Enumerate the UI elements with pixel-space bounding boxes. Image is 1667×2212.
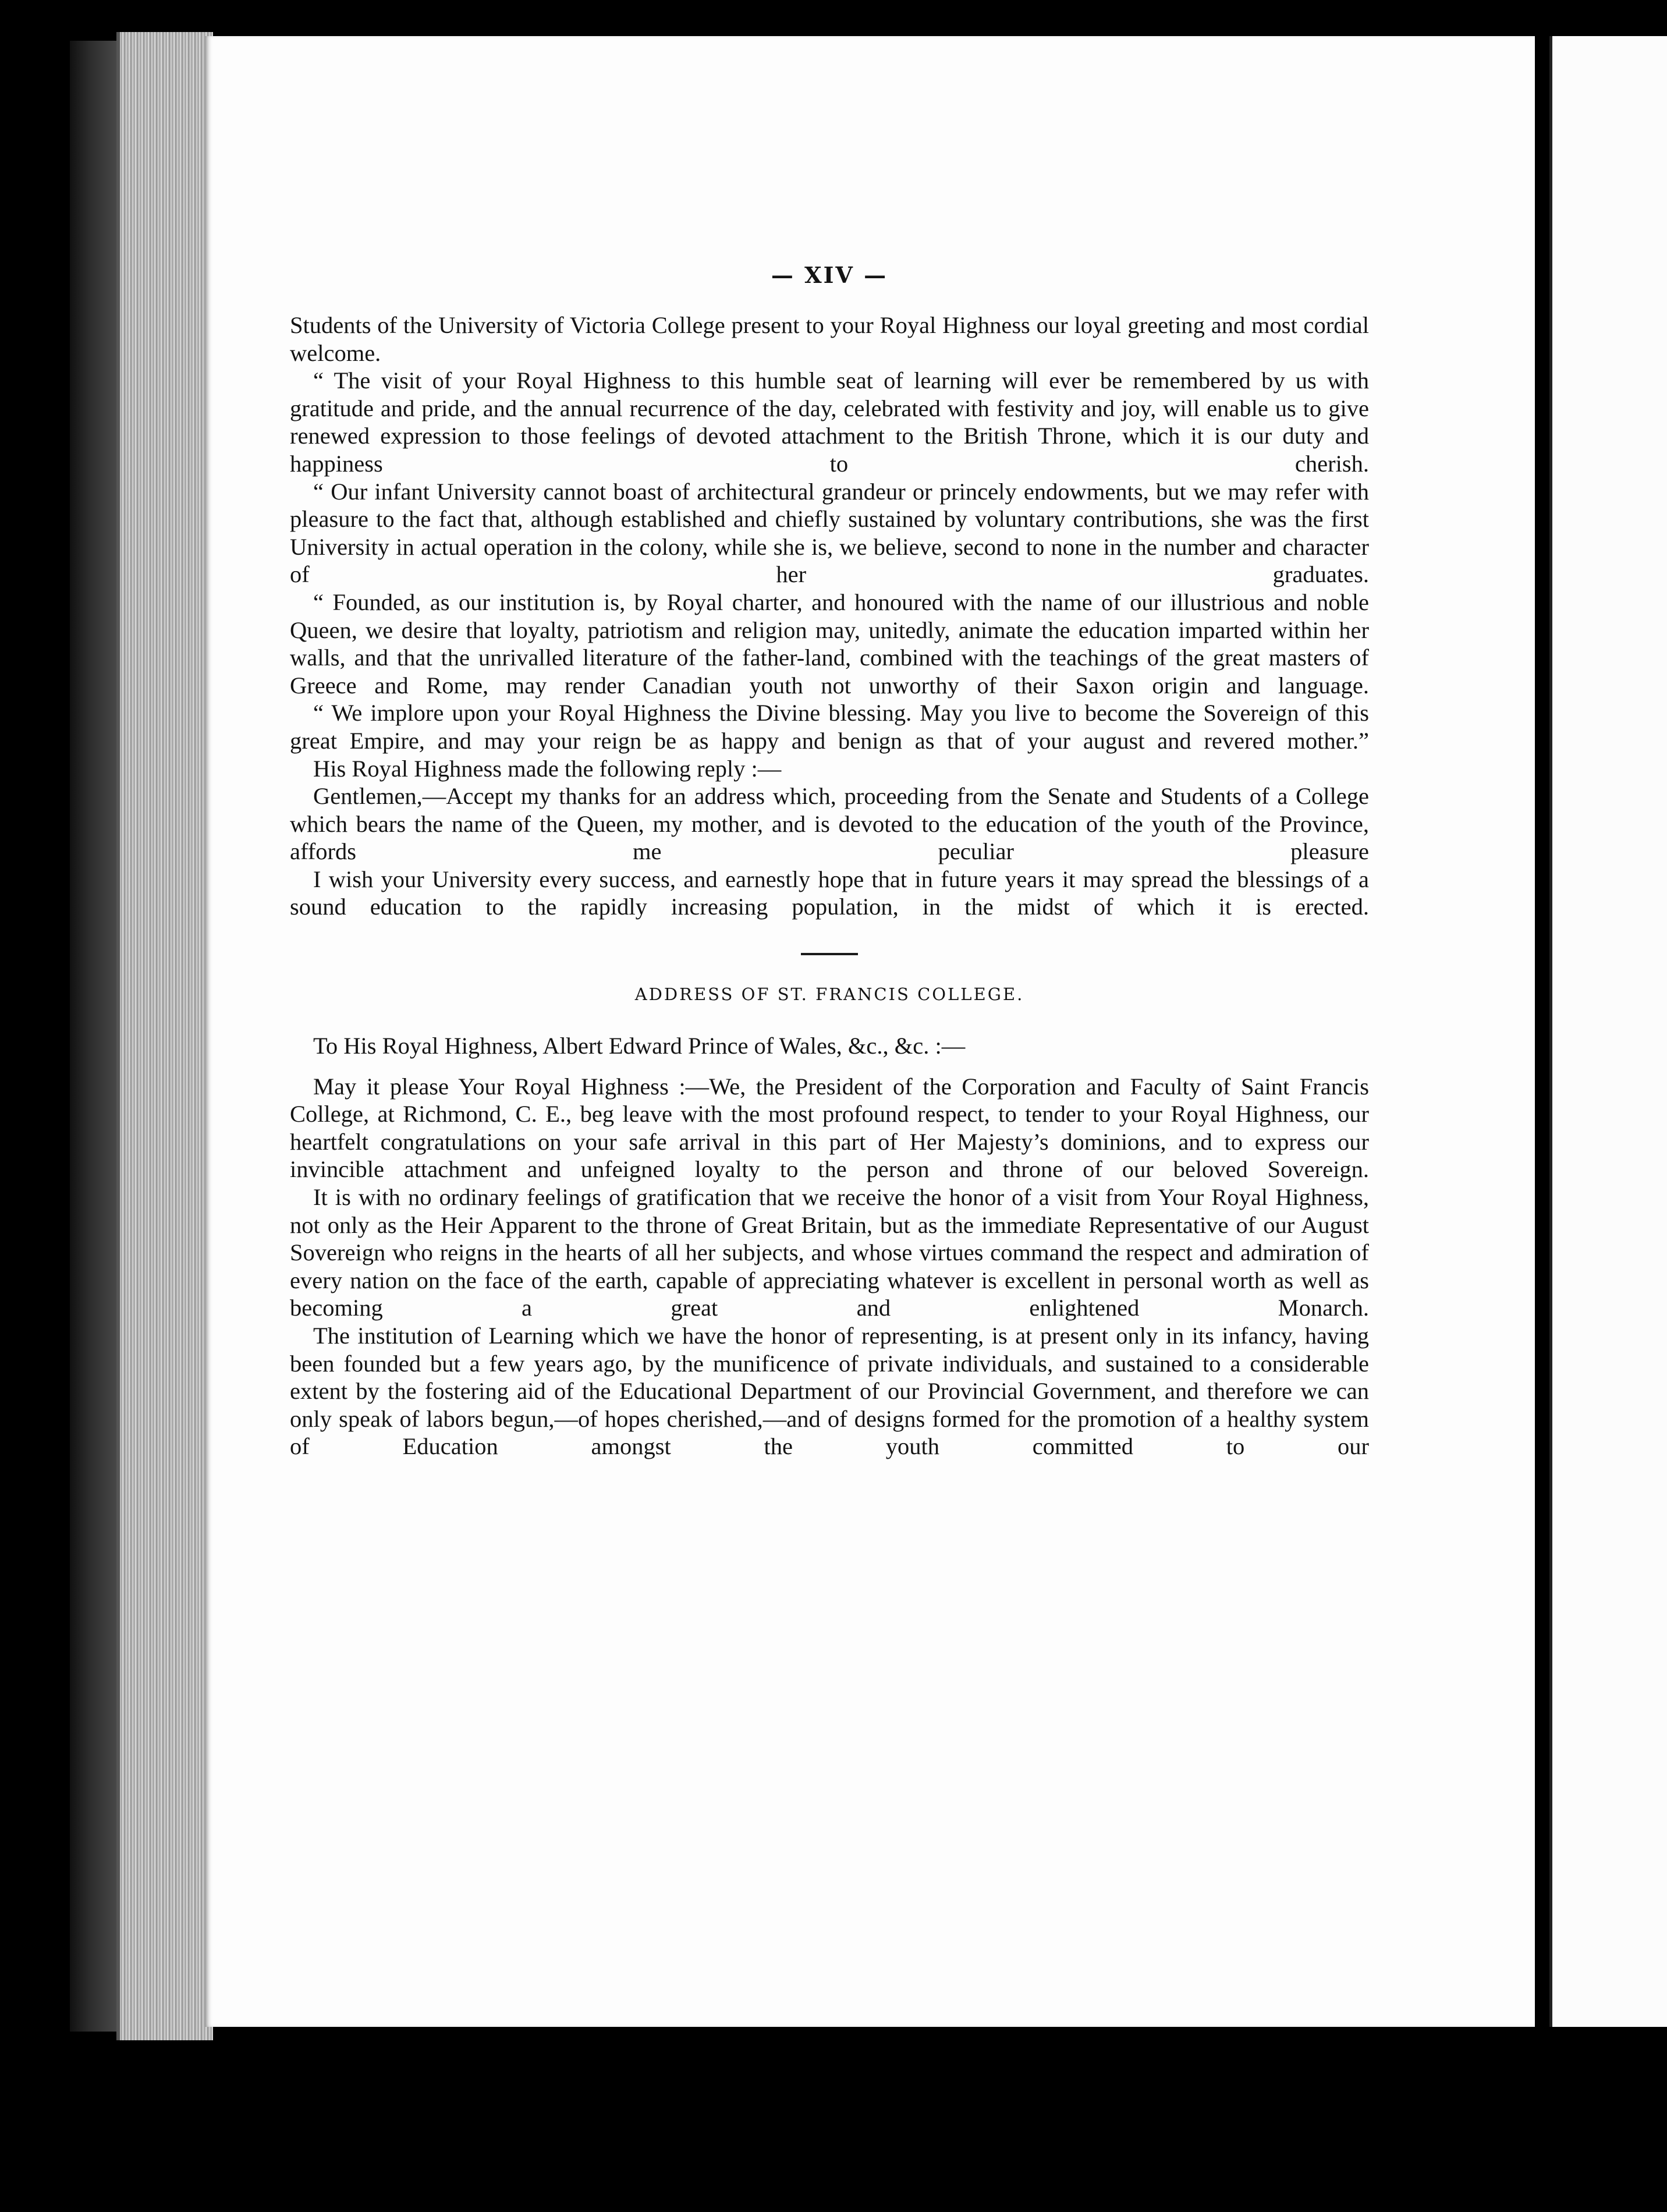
reply-intro: His Royal Highness made the following reply :— <box>313 755 782 782</box>
section-title: ADDRESS OF ST. FRANCIS COLLEGE. <box>634 984 1024 1005</box>
paragraph: I wish your University every success, and earnestly hope that in future years it may spread the blessings of a sound education to the rapidly increasing population, in the midst of which it is erected. <box>290 866 1369 920</box>
book-spine-shadow <box>70 41 119 2032</box>
paragraph: May it please Your Royal Highness :—We, the President of the Corporation and Faculty of Saint Francis College, at Richmond, C. E., beg leave with the most profound respect, to tender to your Royal Highness, our heartfelt congratulations on your safe arrival in this part of Her Majesty’s dominions, and to express our invincible attachment and unfeigned loyalty to the person and throne of our beloved Sovereign. <box>290 1073 1369 1183</box>
paragraph: “ The visit of your Royal Highness to this humble seat of learning will ever be remembered by us with gratitude and pride, and the annual recurrence of the day, celebrated with festivity and joy, will enable us to give renewed expression to those feelings of devoted attachment to the British Throne, which it is our duty and happiness to cherish. <box>290 367 1369 477</box>
paragraph: It is with no ordinary feelings of gratification that we receive the honor of a visit from Your Royal Highness, not only as the Heir Apparent to the throne of Great Britain, but as the immediate Representative of our August Sovereign who reigns in the hearts of all her subjects, and whose virtues command the respect and admiration of every nation on the face of the earth, capable of appreciating whatever is excellent in personal worth as well as becoming a great and enlightened Monarch. <box>290 1184 1369 1321</box>
paragraph: Students of the University of Victoria College present to your Royal Highness our loyal greeting and most cordial welcome. <box>290 312 1369 366</box>
page-number: — XIV — <box>771 262 888 288</box>
facing-page-edge <box>1549 36 1667 2027</box>
paragraph: The institution of Learning which we have the honor of representing, is at present only in its infancy, having been founded but a few years ago, by the munificence of private individuals, and sustained to a considerable extent by the fostering aid of the Educational Department of our Provincial Government, and therefore we can only speak of labors begun,—of hopes cherished,—and of designs formed for the promotion of a healthy system of Education amongst the youth committed to our <box>290 1323 1369 1460</box>
addressee-line: To His Royal Highness, Albert Edward Prince of Wales, &c., &c. :— <box>313 1033 966 1059</box>
page-text <box>290 262 1369 1461</box>
section-divider <box>801 953 858 955</box>
paragraph: Gentlemen,—Accept my thanks for an address which, proceeding from the Senate and Students of a College which bears the name of the Queen, my mother, and is devoted to the education of the youth of the Province, affords me peculiar pleasure <box>290 783 1369 865</box>
paragraph: “ Our infant University cannot boast of architectural grandeur or princely endowments, but we may refer with pleasure to the fact that, although established and chiefly sustained by voluntary contributions, she was the first University in actual operation in the colony, while she is, we believe, second to none in the number and character of her graduates. <box>290 478 1369 588</box>
paragraph: “ Founded, as our institution is, by Royal charter, and honoured with the name of our illustrious and noble Queen, we desire that loyalty, patriotism and religion may, unitedly, animate the education imparted within her walls, and that the unrivalled literature of the father-land, combined with the teachings of the great masters of Greece and Rome, may render Canadian youth not unworthy of their Saxon origin and language. <box>290 589 1369 699</box>
paragraph: “ We implore upon your Royal Highness the Divine blessing. May you live to become the Sovereign of this great Empire, and may your reign be as happy and benign as that of your august and revered mother.” <box>290 700 1369 754</box>
page-edges <box>116 32 213 2040</box>
